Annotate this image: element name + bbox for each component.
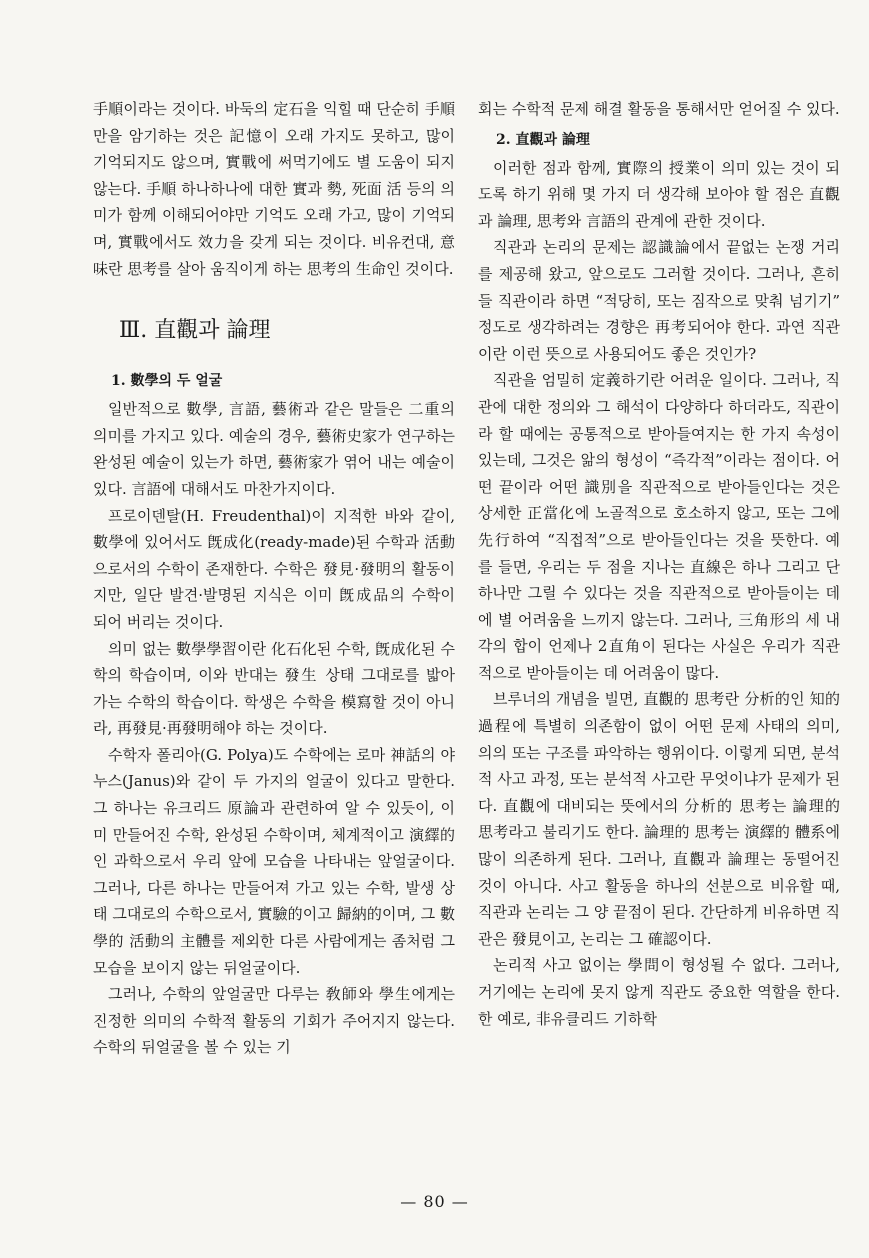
paragraph: 手順이라는 것이다. 바둑의 定石을 익힐 때 단순히 手順만을 암기하는 것은 記憶이 오래 가지도 못하고, 많이 기억되지도 않으며, 實戰에 써먹기에도 별 도움이 되지 않는다. 手順 하나하나에 대한 實과 勢, 死面 活 등의 의미가 함께 이해되어야만 기억도 오래 가고, 많이 기억되며, 實戰에서도 效力을 갖게 되는 것이다. 비유컨대, 意味란 思考를 살아 움직이게 하는 思考의 生命인 것이다.	[93, 100, 455, 278]
section-title: Ⅲ. 直觀과 論理	[119, 318, 271, 344]
subsection-title: 1. 數學의 두 얼굴	[111, 373, 223, 390]
left-column	[93, 96, 455, 1061]
right-column	[478, 96, 840, 1032]
paragraph: 브루너의 개념을 빌면, 直觀的 思考란 分析的인 知的 過程에 특별히 의존함이 없이 어떤 문제 사태의 의미, 의의 또는 구조를 파악하는 행위이다. 이렇게 되면, 분석적 사고 과정, 또는 분석적 사고란 무엇이냐가 문제가 된다. 直觀에 대비되는 뜻에서의 分析的 思考는 論理的 思考라고 불리기도 한다. 論理的 思考는 演繹的 體系에 많이 의존하게 된다. 그러나, 直觀과 論理는 동떨어진 것이 아니다. 사고 활동을 하나의 선분으로 비유할 때, 직관과 논리는 그 양 끝점이 된다. 간단하게 비유하면 직관은 發見이고, 논리는 그 確認이다.	[478, 690, 840, 948]
paragraph: 그러나, 수학의 앞얼굴만 다루는 敎師와 學生에게는 진정한 의미의 수학적 활동의 기회가 주어지지 않는다. 수학의 뒤얼굴을 볼 수 있는 기	[93, 985, 455, 1057]
paragraph: 논리적 사고 없이는 學問이 형성될 수 없다. 그러나, 거기에는 논리에 못지 않게 직관도 중요한 역할을 한다. 한 예로, 非유클리드 기하학	[478, 956, 840, 1028]
paragraph: 이러한 점과 함께, 實際의 授業이 의미 있는 것이 되도록 하기 위해 몇 가지 더 생각해 보아야 할 점은 直觀과 論理, 思考와 言語의 관계에 관한 것이다.	[478, 158, 840, 230]
subsection-title: 2. 直觀과 論理	[496, 131, 590, 148]
paragraph: 일반적으로 數學, 言語, 藝術과 같은 말들은 二重의 의미를 가지고 있다. 예술의 경우, 藝術史家가 연구하는 완성된 예술이 있는가 하면, 藝術家가 엮어 내는 예술이 있다. 言語에 대해서도 마찬가지이다.	[93, 400, 455, 498]
paragraph: 수학자 폴리아(G. Polya)도 수학에는 로마 神話의 야누스(Janus)와 같이 두 가지의 얼굴이 있다고 말한다. 그 하나는 유크리드 原論과 관련하여 알 수 있듯이, 이미 만들어진 수학, 완성된 수학이며, 체계적이고 演繹的인 과학으로서 우리 앞에 모습을 나타내는 앞얼굴이다. 그러나, 다른 하나는 만들어져 가고 있는 수학, 발생 상태 그대로의 수학으로서, 實驗的이고 歸納的이며, 그 數學的 活動의 主體를 제외한 다른 사람에게는 좀처럼 그 모습을 보이지 않는 뒤얼굴이다.	[93, 745, 455, 977]
paragraph: 의미 없는 數學學習이란 化石化된 수학, 旣成化된 수학의 학습이며, 이와 반대는 發生 상태 그대로를 밟아 가는 수학의 학습이다. 학생은 수학을 模寫할 것이 아니라, 再發見·再發明해야 하는 것이다.	[93, 639, 455, 738]
paragraph: 회는 수학적 문제 해결 활동을 통해서만 얻어질 수 있다.	[478, 100, 840, 118]
paragraph: 직관을 엄밀히 定義하기란 어려운 일이다. 그러나, 직관에 대한 정의와 그 해석이 다양하다 하더라도, 직관이라 할 때에는 공통적으로 받아들여지는 한 가지 속성이 있는데, 그것은 앎의 형성이 “즉각적”이라는 점이다. 어떤 끝이라 어떤 識別을 직관적으로 받아들인다는 것은 상세한 正當化에 노골적으로 호소하지 않고, 또는 그에 先行하여 “직접적”으로 받아들인다는 것을 뜻한다. 예를 들면, 우리는 두 점을 지나는 直線은 하나 그리고 단 하나만 그릴 수 있다는 것을 직관적으로 받아들이는 데에 별 어려움을 느끼지 않는다. 그러나, 三角形의 세 내각의 합이 언제나 2直角이 된다는 사실은 우리가 직관적으로 받아들이는 데 어려움이 많다.	[478, 371, 840, 682]
paragraph: 직관과 논리의 문제는 認識論에서 끝없는 논쟁 거리를 제공해 왔고, 앞으로도 그러할 것이다. 그러나, 흔히들 직관이라 하면 “적당히, 또는 짐작으로 맞춰 넘기기” 정도로 생각하려는 경향은 再考되어야 한다. 과연 직관이란 이런 뜻으로 사용되어도 좋은 것인가?	[478, 238, 840, 363]
paragraph: 프로이덴탈(H. Freudenthal)이 지적한 바와 같이, 數學에 있어서도 旣成化(ready-made)된 수학과 活動으로서의 수학이 존재한다. 수학은 發見·發明의 활동이지만, 일단 발견·발명된 지식은 이미 旣成品의 수학이 되어 버리는 것이다.	[93, 506, 455, 631]
page-number: — 80 —	[400, 1192, 469, 1211]
